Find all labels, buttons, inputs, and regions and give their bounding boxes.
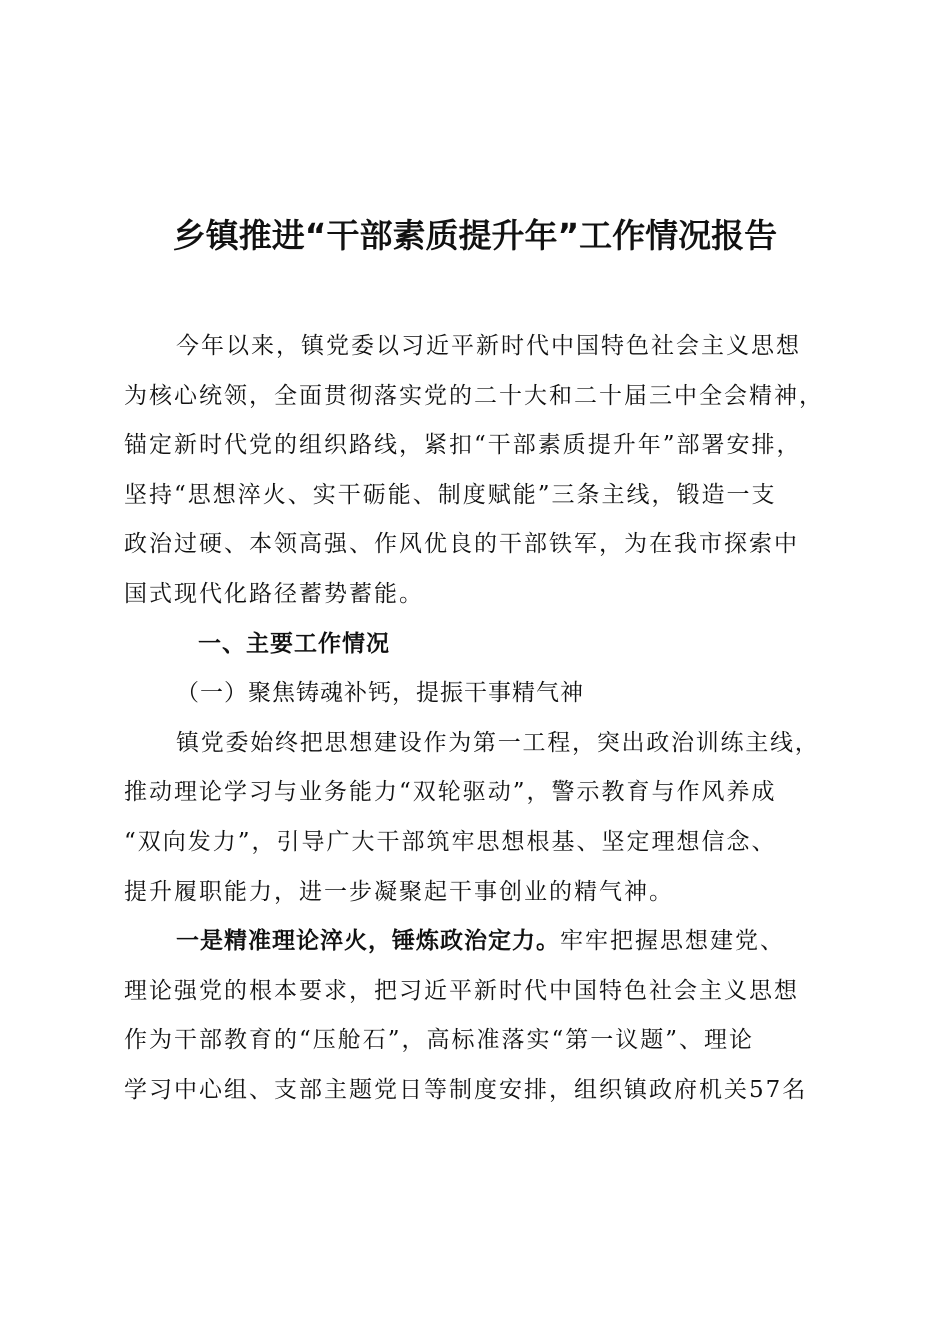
section-heading — [124, 620, 824, 670]
intro-line — [124, 322, 824, 372]
intro-line — [124, 471, 824, 521]
intro-line-text: 国式现代化路径蓄势蓄能。 — [124, 580, 424, 607]
paragraph-line — [124, 818, 824, 868]
section-heading-text: 一、主要工作情况 — [198, 630, 390, 657]
paragraph-line-text: 作为干部教育的“压舱石”，高标准落实“第一议题”、理论 — [124, 1027, 755, 1054]
paragraph-line — [124, 768, 824, 818]
intro-line — [124, 372, 824, 422]
document-title: 乡镇推进“干部素质提升年”工作情况报告 — [172, 216, 778, 255]
paragraph-line-text: 理论强党的根本要求，把习近平新时代中国特色社会主义思想 — [124, 977, 799, 1004]
document-body — [124, 322, 824, 1116]
intro-line — [124, 421, 824, 471]
intro-line-text: 坚持“思想淬火、实干砺能、制度赋能”三条主线，锻造一支 — [124, 481, 777, 508]
paragraph-line — [124, 967, 824, 1017]
paragraph-line-text: 学习中心组、支部主题党日等制度安排，组织镇政府机关57名 — [124, 1076, 808, 1103]
intro-line — [124, 570, 824, 620]
paragraph-line — [124, 917, 824, 967]
paragraph-line — [124, 719, 824, 769]
paragraph-line-text: 牢牢把握思想建党、 — [560, 928, 785, 955]
paragraph-line-text: 推动理论学习与业务能力“双轮驱动”，警示教育与作风养成 — [124, 779, 777, 806]
intro-line-text: 今年以来，镇党委以习近平新时代中国特色社会主义思想 — [176, 333, 801, 359]
paragraph-line-text: 提升履职能力，进一步凝聚起干事创业的精气神。 — [124, 878, 674, 905]
paragraph-line-text: “双向发力”，引导广大干部筑牢思想根基、坚定理想信念、 — [124, 828, 777, 855]
subsection-heading — [124, 669, 824, 719]
intro-line-text: 为核心统领，全面贯彻落实党的二十大和二十届三中全会精神， — [124, 382, 824, 409]
intro-line — [124, 520, 824, 570]
intro-line-text: 锚定新时代党的组织路线，紧扣“干部素质提升年”部署安排， — [124, 432, 802, 459]
bold-lead-text: 一是精准理论淬火，锤炼政治定力。 — [176, 928, 560, 955]
paragraph-line-text: 镇党委始终把思想建设作为第一工程，突出政治训练主线， — [176, 729, 820, 756]
paragraph-line — [124, 868, 824, 918]
paragraph-line — [124, 1016, 824, 1066]
subsection-heading-text: （一）聚焦铸魂补钙，提振干事精气神 — [176, 680, 584, 707]
intro-line-text: 政治过硬、本领高强、作风优良的干部铁军，为在我市探索中 — [124, 531, 799, 558]
paragraph-line — [124, 1066, 824, 1116]
